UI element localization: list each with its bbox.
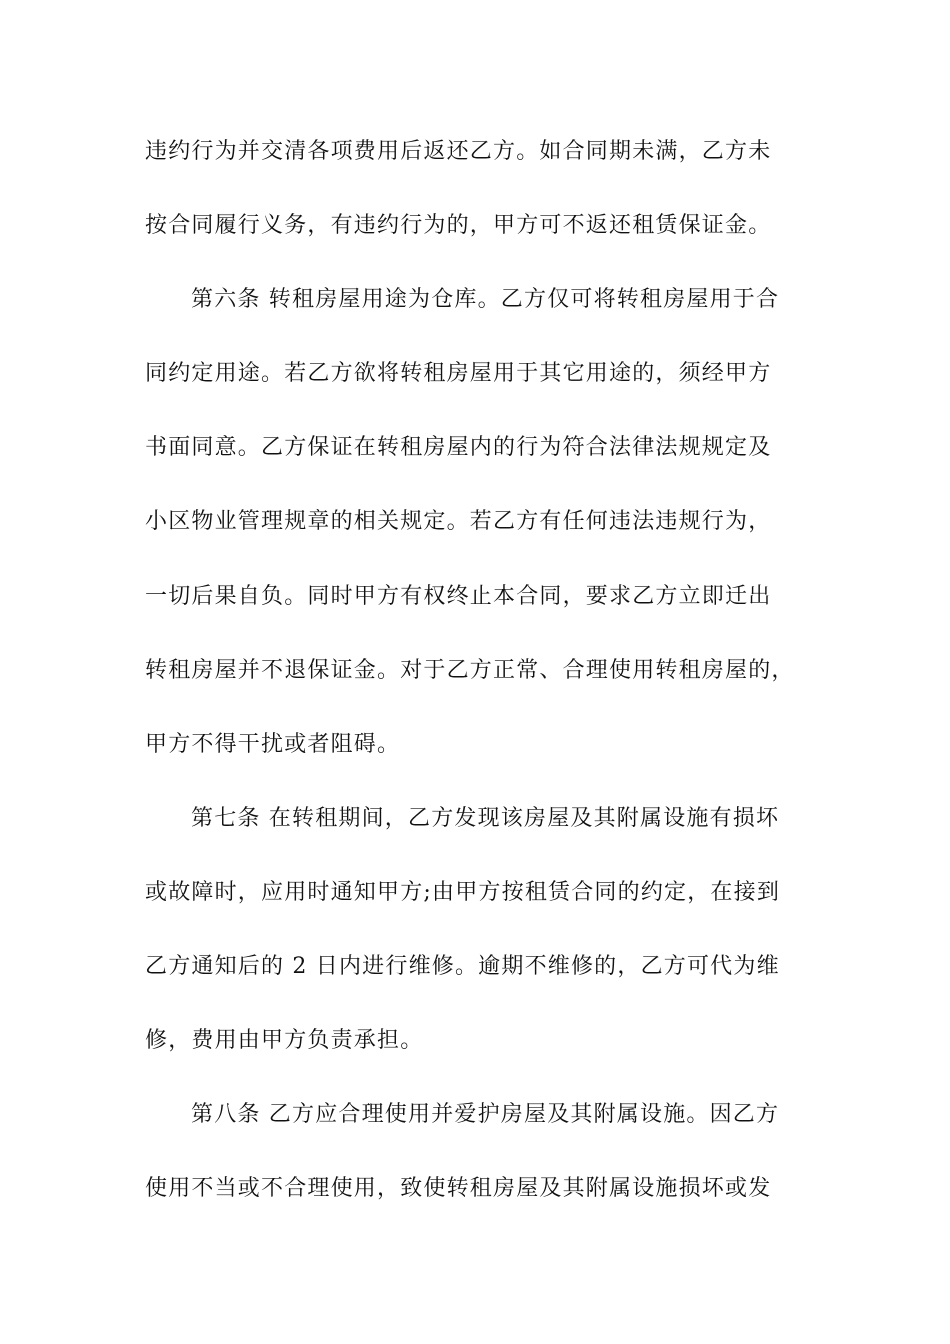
- text-line: 违约行为并交清各项费用后返还乙方。如合同期未满，乙方未: [145, 139, 772, 164]
- text-line: 一切后果自负。同时甲方有权终止本合同，要求乙方立即迁出: [145, 583, 772, 609]
- text-line: 乙方通知后的 2 日内进行维修。逾期不维修的，乙方可代为维: [145, 954, 780, 980]
- text-line: 小区物业管理规章的相关规定。若乙方有任何违法违规行为，: [145, 509, 772, 535]
- text-line: 甲方不得干扰或者阻碍。: [145, 731, 401, 757]
- text-line: 按合同履行义务，有违约行为的，甲方可不返还租赁保证金。: [145, 213, 772, 239]
- text-line: 或故障时，应用时通知甲方;由甲方按租赁合同的约定，在接到: [145, 879, 781, 905]
- contract-text: [145, 127, 835, 1238]
- text-line: 转租房屋并不退保证金。对于乙方正常、合理使用转租房屋的，: [145, 657, 795, 683]
- article-6-heading-line: 第六条 转租房屋用途为仓库。乙方仅可将转租房屋用于合: [191, 287, 780, 313]
- text-line: 书面同意。乙方保证在转租房屋内的行为符合法律法规规定及: [145, 435, 772, 461]
- text-line: 同约定用途。若乙方欲将转租房屋用于其它用途的，须经甲方: [145, 361, 772, 387]
- article-8-heading-line: 第八条 乙方应合理使用并爱护房屋及其附属设施。因乙方: [191, 1102, 780, 1128]
- article-7-heading-line: 第七条 在转租期间，乙方发现该房屋及其附属设施有损坏: [191, 805, 780, 831]
- text-line: 使用不当或不合理使用，致使转租房屋及其附属设施损坏或发: [145, 1176, 772, 1202]
- text-line: 修，费用由甲方负责承担。: [145, 1028, 424, 1054]
